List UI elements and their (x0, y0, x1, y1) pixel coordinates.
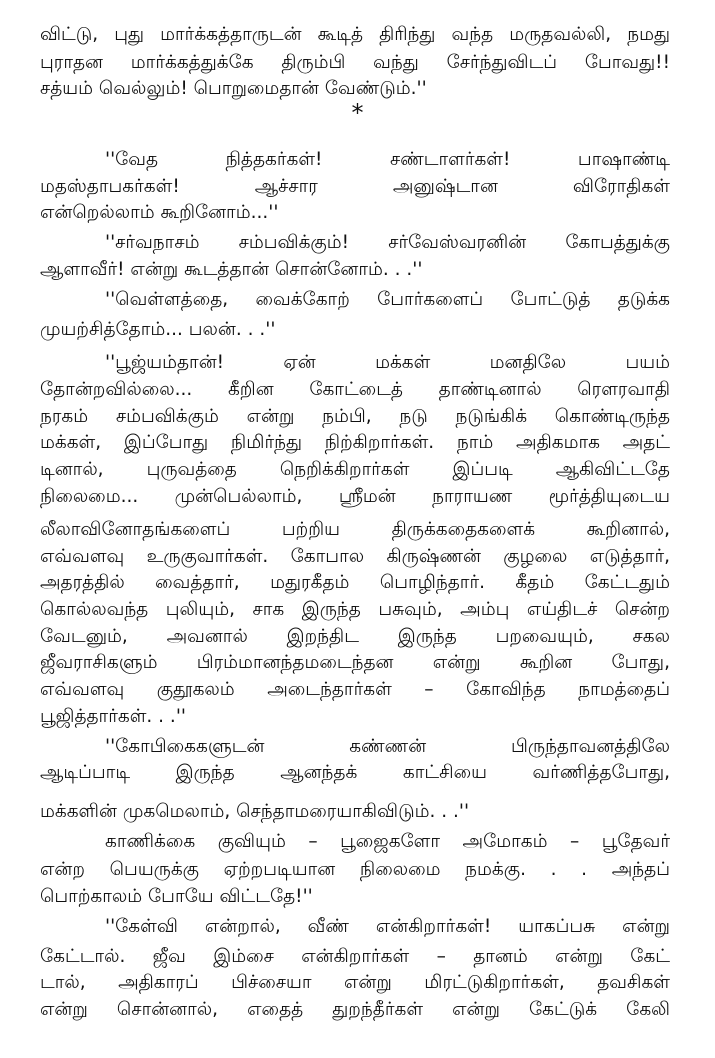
text-line: புராதன மார்க்கத்துக்கே திரும்பி வந்து சேர்ந்துவிடப் போவது!! (40, 52, 670, 73)
text-line: மக்களின் முகமெலாம், செந்தாமரையாகிவிடும். . .'' (40, 801, 470, 822)
text-line: ஆடிப்பாடி இருந்த ஆனந்தக் காட்சியை வர்ணித்தபோது, (40, 762, 670, 783)
text-line: நரகம் சம்பவிக்கும் என்று நம்பி, நடு நடுங்கிக் கொண்டிருந்த (40, 406, 670, 427)
section-separator: * (351, 99, 364, 127)
text-line: ஆளாவீர்! என்று கூடத்தான் சொன்னோம். . .'' (40, 259, 423, 280)
text-line: என்று சொன்னால், எதைத் துறந்தீர்கள் என்று கேட்டுக் கேலி (40, 999, 670, 1020)
text-line: அதரத்தில் வைத்தார், மதுரகீதம் பொழிந்தார். கீதம் கேட்டதும் (40, 572, 670, 593)
text-line: பொற்காலம் போயே விட்டதே!'' (40, 886, 313, 907)
text-line: தோன்றவில்லை... கீறின கோட்டைத் தாண்டினால் ரௌரவாதி (40, 379, 670, 400)
text-line: மதஸ்தாபகர்கள்! ஆச்சார அனுஷ்டான விரோதிகள் (40, 176, 670, 197)
text-line: விட்டு, புது மார்க்கத்தாருடன் கூடித் திரிந்து வந்த மருதவல்லி, நமது (40, 24, 670, 45)
text-line: என்றெல்லாம் கூறினோம்...'' (40, 202, 279, 223)
text-line: பூஜித்தார்கள். . .'' (40, 706, 186, 727)
text-line: முயற்சித்தோம்... பலன். . .'' (40, 319, 276, 340)
text-line: கேட்டால். ஜீவ இம்சை என்கிறார்கள் – தானம் என்று கேட் (40, 946, 670, 967)
text-line: ''பூஜ்யம்தான்! ஏன் மக்கள் மனதிலே பயம் (105, 352, 670, 373)
text-line: மக்கள், இப்போது நிமிர்ந்து நிற்கிறார்கள். நாம் அதிகமாக அதட் (40, 432, 670, 453)
text-line: ''கோபிகைகளுடன் கண்ணன் பிருந்தாவனத்திலே (105, 736, 670, 757)
text-line: காணிக்கை குவியும் – பூஜைகளோ அமோகம் – பூதேவர் (105, 831, 670, 852)
text-line: எவ்வளவு குதூகலம் அடைந்தார்கள் – கோவிந்த நாமத்தைப் (40, 679, 670, 700)
text-line: வேடனும், அவனால் இறந்திட இருந்த பறவையும், சகல (40, 626, 670, 647)
text-line: நிலைமை... முன்பெல்லாம், ஸ்ரீமன் நாராயண மூர்த்தியுடைய (40, 486, 670, 507)
text-line: ''சர்வநாசம் சம்பவிக்கும்! சர்வேஸ்வரனின் கோபத்துக்கு (105, 232, 670, 253)
text-line: ''வேத நித்தகர்கள்! சண்டாளர்கள்! பாஷாண்டி (105, 149, 670, 170)
text-line: எவ்வளவு உருகுவார்கள். கோபால கிருஷ்ணன் குழலை எடுத்தார், (40, 546, 670, 567)
text-line: என்ற பெயருக்கு ஏற்றபடியான நிலைமை நமக்கு. . . அந்தப் (40, 859, 670, 880)
text-line: ''வெள்ளத்தை, வைக்கோற் போர்களைப் போட்டுத் தடுக்க (105, 289, 670, 310)
text-line: டினால், புருவத்தை நெறிக்கிறார்கள் இப்படி ஆகிவிட்டதே (40, 459, 670, 480)
text-line: டால், அதிகாரப் பிச்சையா என்று மிரட்டுகிறார்கள், தவசிகள் (40, 972, 670, 993)
text-line: சத்யம் வெல்லும்! பொறுமைதான் வேண்டும்.'' (40, 78, 427, 99)
text-line: கொல்லவந்த புலியும், சாக இருந்த பசுவும், அம்பு எய்திடச் சென்ற (40, 599, 670, 620)
text-line: லீலாவினோதங்களைப் பற்றிய திருக்கதைகளைக் கூறினால், (40, 519, 670, 540)
text-line: ''கேள்வி என்றால், வீண் என்கிறார்கள்! யாகப்பசு என்று (105, 916, 670, 937)
text-line: ஜீவராசிகளும் பிரம்மானந்தமடைந்தன என்று கூறின போது, (40, 652, 670, 673)
